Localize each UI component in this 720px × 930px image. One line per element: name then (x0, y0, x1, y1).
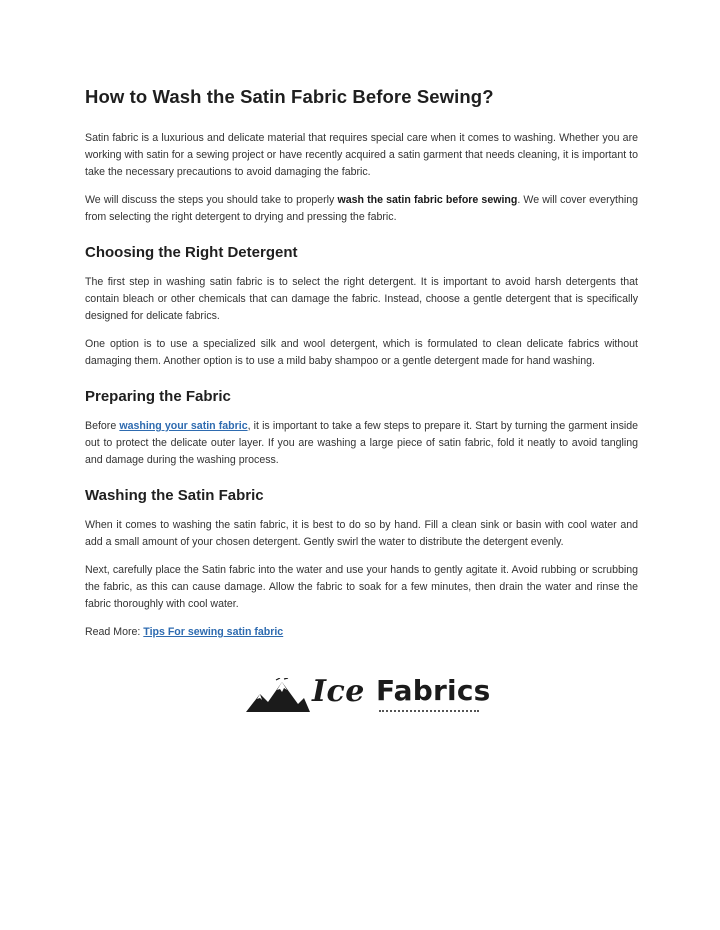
section-heading: Washing the Satin Fabric (85, 487, 264, 504)
section-preparing-fabric (85, 388, 638, 469)
intro-p2-text-start: We will discuss the steps you should take to properly (85, 194, 338, 206)
read-more-label: Read More: (85, 626, 144, 638)
paragraph-text-start: Before (85, 420, 120, 432)
logo-tagline-strip (379, 710, 479, 715)
tips-sewing-satin-link[interactable]: Tips For sewing satin fabric (143, 626, 284, 638)
logo-word-fabrics: Fabrics (376, 674, 491, 707)
intro-paragraph-2 (85, 192, 638, 226)
section-paragraph: Next, carefully place the Satin fabric into the water and use your hands to gently agitate it. Avoid rubbing or scrubbing the fabric, as this can cause damage. Allow the fabric to soak for a few minutes, then drain the water and rinse the fabric thoroughly with cool water. (85, 564, 638, 610)
read-more-line (85, 624, 638, 641)
section-paragraph: The first step in washing satin fabric is to select the right detergent. It is important to avoid harsh detergents that contain bleach or other chemicals that can damage the fabric. Instead, choose a gentle detergent that is specifically designed for delicate fabrics. (85, 276, 638, 322)
section-washing-satin (85, 487, 638, 613)
section-heading: Preparing the Fabric (85, 388, 231, 405)
logo-word-ice: Ice (312, 674, 365, 709)
page-title: How to Wash the Satin Fabric Before Sewing? (85, 86, 494, 107)
washing-satin-link[interactable]: washing your satin fabric (119, 420, 248, 432)
paragraph-text-end: , it is important to take a few steps to prepare it. Start by turning the garment inside out to protect the delicate outer layer. If you are washing a large piece of satin fabric, fold it neatly to avoid tangling and damage during the washing process. (85, 420, 639, 466)
ice-fabrics-logo (246, 672, 491, 720)
section-heading: Choosing the Right Detergent (85, 244, 298, 261)
intro-p2-text-end: . We will cover everything from selecting the right detergent to drying and pressing the fabric. (85, 194, 638, 223)
section-paragraph (85, 418, 638, 469)
section-paragraph: One option is to use a specialized silk and wool detergent, which is formulated to clean delicate fabrics without damaging them. Another option is to use a mild baby shampoo or a gentle detergent made for hand washing. (85, 338, 638, 367)
intro-p2-bold-phrase: wash the satin fabric before sewing (337, 194, 518, 206)
intro-paragraph-1: Satin fabric is a luxurious and delicate material that requires special care when it comes to washing. Whether you are working with satin for a sewing project or have recently acquired a satin garment that needs cleaning, it is important to take the necessary precautions to avoid damaging the fabric. (85, 132, 638, 178)
section-choosing-detergent (85, 244, 638, 370)
mountain-icon (246, 678, 310, 714)
section-paragraph: When it comes to washing the satin fabric, it is best to do so by hand. Fill a clean sink or basin with cool water and add a small amount of your chosen detergent. Gently swirl the water to distribute the detergent evenly. (85, 519, 638, 548)
article-body (85, 86, 638, 653)
